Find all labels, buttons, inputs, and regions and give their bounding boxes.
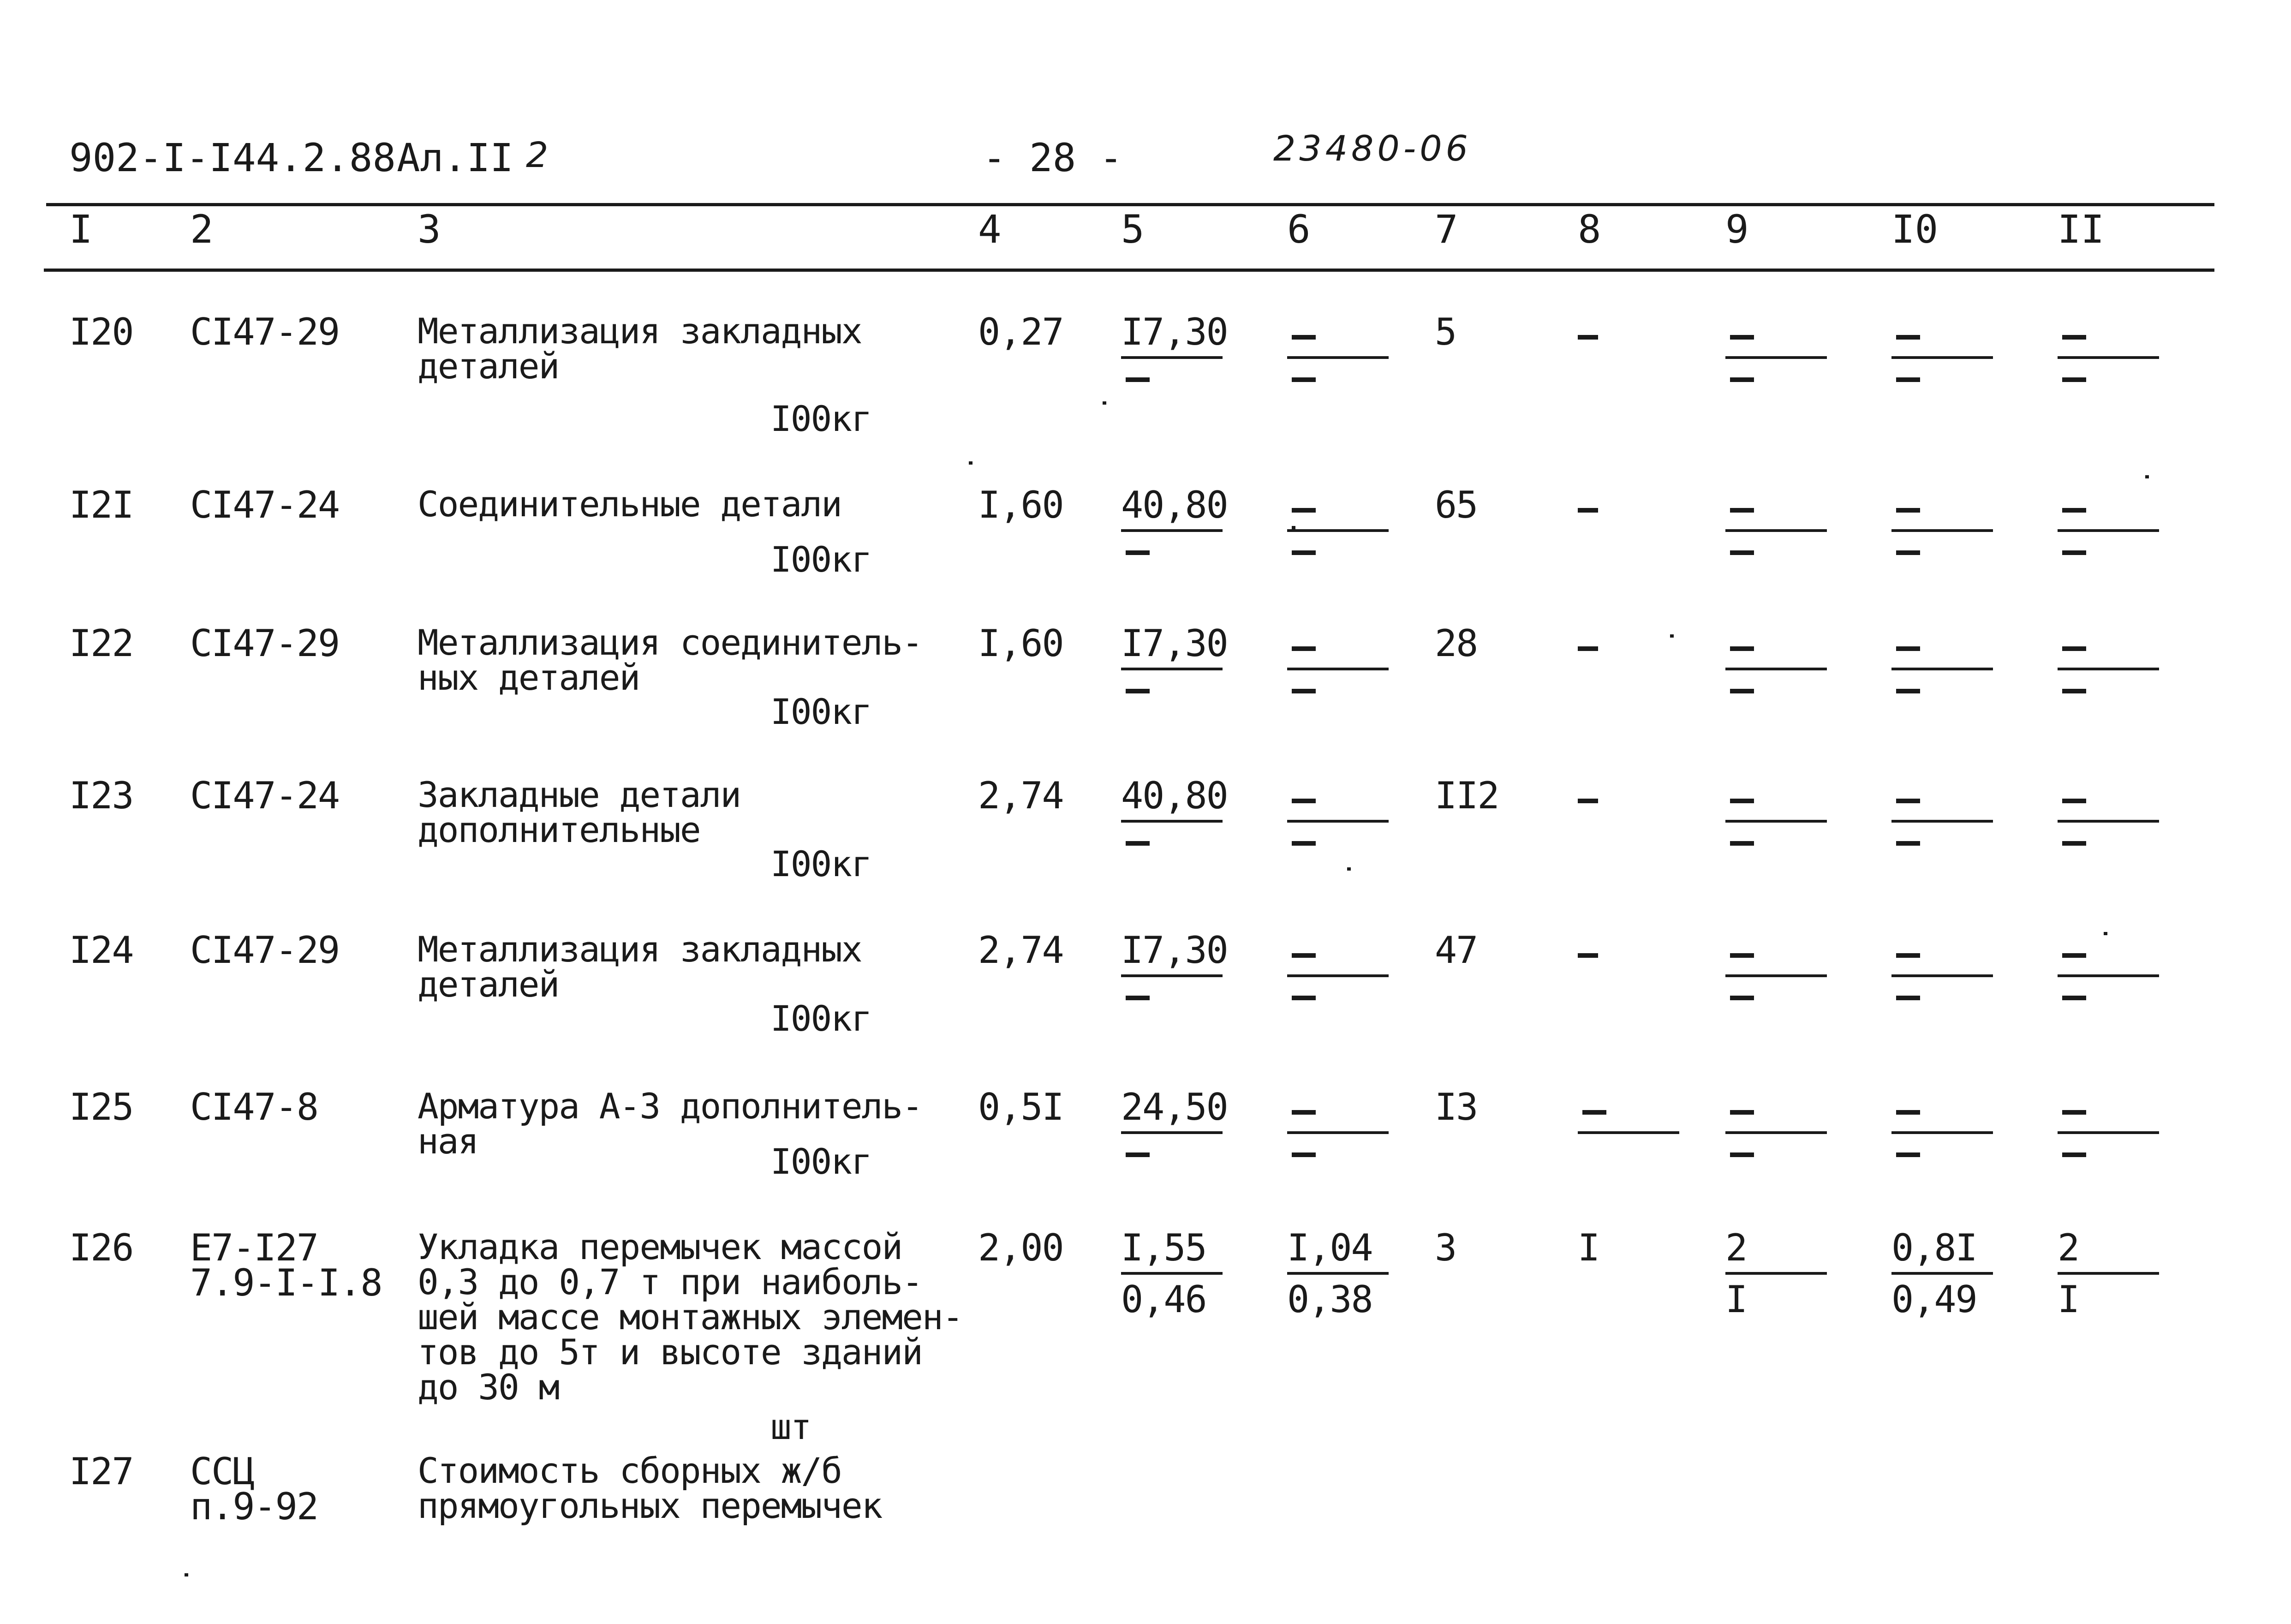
col11-value-fraction-bar (2058, 668, 2159, 670)
header-top-rule (46, 203, 2214, 206)
col11-value-bottom-dash (2062, 689, 2086, 693)
col10-value-top-dash (1896, 799, 1920, 803)
col6-machine-cost-bottom-dash (1292, 377, 1316, 382)
col6-machine-cost-bottom-dash (1292, 996, 1316, 1000)
col5-unit-cost-bottom: 0,46 (1121, 1278, 1206, 1321)
col5-unit-cost-bottom-dash (1126, 841, 1150, 846)
col10-value-bottom-dash (1896, 996, 1920, 1000)
work-description: ных деталей (418, 657, 640, 698)
col9-value-top-dash (1730, 508, 1754, 513)
col8-fraction-top-dash (1582, 1110, 1606, 1115)
col6-machine-cost-bottom-dash (1292, 550, 1316, 555)
col5-unit-cost-fraction-bar (1121, 974, 1223, 977)
work-description: Металлизация закладных (418, 310, 862, 352)
col11-value-fraction-bar (2058, 974, 2159, 977)
column-header-6: 6 (1287, 207, 1311, 252)
col11-value-bottom-dash (2062, 841, 2086, 846)
col6-machine-cost-top-dash (1292, 953, 1316, 958)
row-number: I22 (69, 622, 133, 665)
header-bottom-rule (44, 269, 2214, 272)
col8-fraction-fraction-bar (1578, 1131, 1679, 1134)
col7-total: II2 (1435, 774, 1499, 817)
col6-machine-cost-bottom: 0,38 (1287, 1278, 1372, 1321)
col10-value-bottom-dash (1896, 550, 1920, 555)
col9-value-fraction-bar (1725, 820, 1827, 823)
work-description: тов до 5т и высоте зданий (418, 1331, 922, 1373)
col10-value-fraction-bar (1891, 974, 1993, 977)
scan-speck (1670, 634, 1674, 638)
measure-unit: I00кг (770, 843, 871, 884)
col9-value-fraction-bar (1725, 1272, 1827, 1275)
scan-speck (1347, 867, 1351, 871)
scan-speck (185, 1573, 188, 1576)
work-description: Арматура А-3 дополнитель- (418, 1086, 922, 1127)
col10-value-fraction-bar (1891, 1131, 1993, 1134)
col8-dash (1578, 646, 1598, 651)
col7-total: I3 (1435, 1086, 1478, 1128)
col5-unit-cost-bottom-dash (1126, 996, 1150, 1000)
row-number: I25 (69, 1086, 133, 1128)
quantity: I,60 (978, 622, 1063, 665)
col10-value-bottom-dash (1896, 377, 1920, 382)
col11-value-bottom-dash (2062, 1152, 2086, 1157)
col11-value-top-dash (2062, 799, 2086, 803)
col10-value-top-dash (1896, 953, 1920, 958)
column-header-3: 3 (418, 207, 441, 252)
col5-unit-cost-top: 40,80 (1121, 484, 1228, 526)
col11-value-bottom: I (2058, 1278, 2079, 1321)
col7-total: 65 (1435, 484, 1478, 526)
col8-dash (1578, 953, 1598, 958)
measure-unit: I00кг (770, 1141, 871, 1182)
album-label: Ал.II (397, 135, 513, 180)
scan-speck (1103, 401, 1106, 405)
column-header-5: 5 (1121, 207, 1145, 252)
measure-unit: шт (770, 1406, 811, 1447)
col11-value-fraction-bar (2058, 356, 2159, 359)
col9-value-bottom-dash (1730, 1152, 1754, 1157)
col5-unit-cost-bottom-dash (1126, 1152, 1150, 1157)
work-description: Металлизация соединитель- (418, 622, 922, 663)
row-number: I24 (69, 929, 133, 972)
rate-code: CI47-8 (190, 1086, 318, 1128)
col7-total: 28 (1435, 622, 1478, 665)
col10-value-fraction-bar (1891, 820, 1993, 823)
quantity: 2,00 (978, 1226, 1063, 1269)
measure-unit: I00кг (770, 998, 871, 1039)
row-number: I26 (69, 1226, 133, 1269)
col6-machine-cost-bottom-dash (1292, 689, 1316, 693)
row-number: I23 (69, 774, 133, 817)
col10-value-top: 0,8I (1891, 1226, 1977, 1269)
work-description: Стоимость сборных ж/б (418, 1450, 841, 1491)
col5-unit-cost-top: I,55 (1121, 1226, 1206, 1269)
col9-value-top: 2 (1725, 1226, 1747, 1269)
col11-value-fraction-bar (2058, 1131, 2159, 1134)
col9-value-fraction-bar (1725, 668, 1827, 670)
work-description: ная (418, 1121, 478, 1162)
work-description: дополнительные (418, 809, 700, 850)
rate-code: CI47-24 (190, 774, 340, 817)
work-description: Укладка перемычек массой (418, 1226, 902, 1267)
col6-machine-cost-top-dash (1292, 799, 1316, 803)
col5-unit-cost-top: I7,30 (1121, 622, 1228, 665)
measure-unit: I00кг (770, 691, 871, 732)
col11-value-fraction-bar (2058, 529, 2159, 532)
col5-unit-cost-top: I7,30 (1121, 929, 1228, 972)
col5-unit-cost-bottom-dash (1126, 377, 1150, 382)
scan-speck (969, 461, 972, 465)
col10-value-fraction-bar (1891, 356, 1993, 359)
quantity: I,60 (978, 484, 1063, 526)
col6-machine-cost-fraction-bar (1287, 529, 1389, 532)
col7-total: 3 (1435, 1226, 1456, 1269)
col9-value-fraction-bar (1725, 974, 1827, 977)
work-description: шей массе монтажных элемен- (418, 1296, 963, 1337)
col5-unit-cost-fraction-bar (1121, 1272, 1223, 1275)
col10-value-top-dash (1896, 1110, 1920, 1115)
row-number: I2I (69, 484, 133, 526)
col9-value-bottom-dash (1730, 550, 1754, 555)
col6-machine-cost-top-dash (1292, 508, 1316, 513)
col8-dash (1578, 508, 1598, 513)
rate-code: CI47-29 (190, 622, 340, 665)
col9-value-fraction-bar (1725, 1131, 1827, 1134)
col9-value-fraction-bar (1725, 356, 1827, 359)
col5-unit-cost-fraction-bar (1121, 529, 1223, 532)
col8-dash (1578, 335, 1598, 340)
col10-value-top-dash (1896, 646, 1920, 651)
col7-total: 5 (1435, 310, 1456, 353)
col11-value-top-dash (2062, 1110, 2086, 1115)
column-header-9: 9 (1725, 207, 1749, 252)
col10-value-bottom-dash (1896, 1152, 1920, 1157)
col11-value-top-dash (2062, 508, 2086, 513)
col11-value-top-dash (2062, 953, 2086, 958)
col8-dash (1578, 799, 1598, 803)
col11-value-top-dash (2062, 335, 2086, 340)
work-description: Соединительные детали (418, 484, 841, 525)
album-suffix: 2 (526, 134, 552, 175)
col11-value-bottom-dash (2062, 377, 2086, 382)
col5-unit-cost-top: 40,80 (1121, 774, 1228, 817)
column-header-10: I0 (1891, 207, 1939, 252)
work-description: деталей (418, 346, 559, 387)
col6-machine-cost-top: I,04 (1287, 1226, 1372, 1269)
column-header-2: 2 (190, 207, 214, 252)
quantity: 0,27 (978, 310, 1063, 353)
col6-machine-cost-fraction-bar (1287, 820, 1389, 823)
col10-value-fraction-bar (1891, 1272, 1993, 1275)
work-description: деталей (418, 964, 559, 1005)
col10-value-fraction-bar (1891, 668, 1993, 670)
col9-value-top-dash (1730, 335, 1754, 340)
col5-unit-cost-top: I7,30 (1121, 310, 1228, 353)
rate-code: 7.9-I-I.8 (190, 1261, 382, 1304)
col9-value-bottom-dash (1730, 377, 1754, 382)
col9-value-fraction-bar (1725, 529, 1827, 532)
row-number: I27 (69, 1450, 133, 1493)
measure-unit: I00кг (770, 539, 871, 580)
col11-value-bottom-dash (2062, 550, 2086, 555)
row-number: I20 (69, 310, 133, 353)
column-header-1: I (69, 207, 93, 252)
work-description: Закладные детали (418, 774, 741, 815)
col9-value-bottom-dash (1730, 996, 1754, 1000)
rate-code: CI47-29 (190, 929, 340, 972)
col6-machine-cost-fraction-bar (1287, 974, 1389, 977)
column-header-11: II (2058, 207, 2105, 252)
handwritten-number: 23480-06 (1273, 128, 1472, 169)
col9-value-top-dash (1730, 646, 1754, 651)
measure-unit: I00кг (770, 398, 871, 439)
work-description: Металлизация закладных (418, 929, 862, 970)
col9-value-bottom: I (1725, 1278, 1747, 1321)
col5-unit-cost-top: 24,50 (1121, 1086, 1228, 1128)
col9-value-top-dash (1730, 799, 1754, 803)
col10-value-top-dash (1896, 335, 1920, 340)
col6-machine-cost-bottom-dash (1292, 1152, 1316, 1157)
col6-machine-cost-fraction-bar (1287, 356, 1389, 359)
col6-machine-cost-fraction-bar (1287, 1272, 1389, 1275)
col5-unit-cost-fraction-bar (1121, 356, 1223, 359)
column-header-7: 7 (1435, 207, 1458, 252)
col6-machine-cost-fraction-bar (1287, 1131, 1389, 1134)
work-description: до 30 м (418, 1367, 559, 1408)
rate-code: п.9-92 (190, 1485, 318, 1528)
col11-value-top-dash (2062, 646, 2086, 651)
col10-value-bottom-dash (1896, 841, 1920, 846)
scan-speck (1292, 526, 1295, 529)
col11-value-bottom-dash (2062, 996, 2086, 1000)
col9-value-bottom-dash (1730, 841, 1754, 846)
col5-unit-cost-fraction-bar (1121, 668, 1223, 670)
work-description: 0,3 до 0,7 т при наиболь- (418, 1261, 922, 1302)
col11-value-top: 2 (2058, 1226, 2079, 1269)
col10-value-top-dash (1896, 508, 1920, 513)
work-description: прямоугольных перемычек (418, 1485, 882, 1526)
column-header-8: 8 (1578, 207, 1601, 252)
col10-value-bottom: 0,49 (1891, 1278, 1977, 1321)
rate-code: ССЦ (190, 1450, 254, 1493)
rate-code: CI47-29 (190, 310, 340, 353)
rate-code: CI47-24 (190, 484, 340, 526)
col5-unit-cost-fraction-bar (1121, 1131, 1223, 1134)
document-code: 902-I-I44.2.88 (69, 135, 396, 180)
quantity: 0,5I (978, 1086, 1063, 1128)
page-number: - 28 - (983, 135, 1123, 180)
col6-machine-cost-top-dash (1292, 646, 1316, 651)
rate-code: E7-I27 (190, 1226, 318, 1269)
col6-machine-cost-bottom-dash (1292, 841, 1316, 846)
column-header-4: 4 (978, 207, 1002, 252)
col6-machine-cost-fraction-bar (1287, 668, 1389, 670)
col11-value-fraction-bar (2058, 1272, 2159, 1275)
col10-value-fraction-bar (1891, 529, 1993, 532)
scan-speck (2145, 475, 2149, 478)
quantity: 2,74 (978, 774, 1063, 817)
col6-machine-cost-top-dash (1292, 1110, 1316, 1115)
col7-total: 47 (1435, 929, 1478, 972)
col6-machine-cost-top-dash (1292, 335, 1316, 340)
quantity: 2,74 (978, 929, 1063, 972)
col9-value-top-dash (1730, 953, 1754, 958)
col11-value-fraction-bar (2058, 820, 2159, 823)
col9-value-bottom-dash (1730, 689, 1754, 693)
col10-value-bottom-dash (1896, 689, 1920, 693)
col5-unit-cost-fraction-bar (1121, 820, 1223, 823)
scan-speck (2104, 932, 2107, 935)
col9-value-top-dash (1730, 1110, 1754, 1115)
col8-value: I (1578, 1226, 1599, 1269)
col5-unit-cost-bottom-dash (1126, 550, 1150, 555)
col5-unit-cost-bottom-dash (1126, 689, 1150, 693)
